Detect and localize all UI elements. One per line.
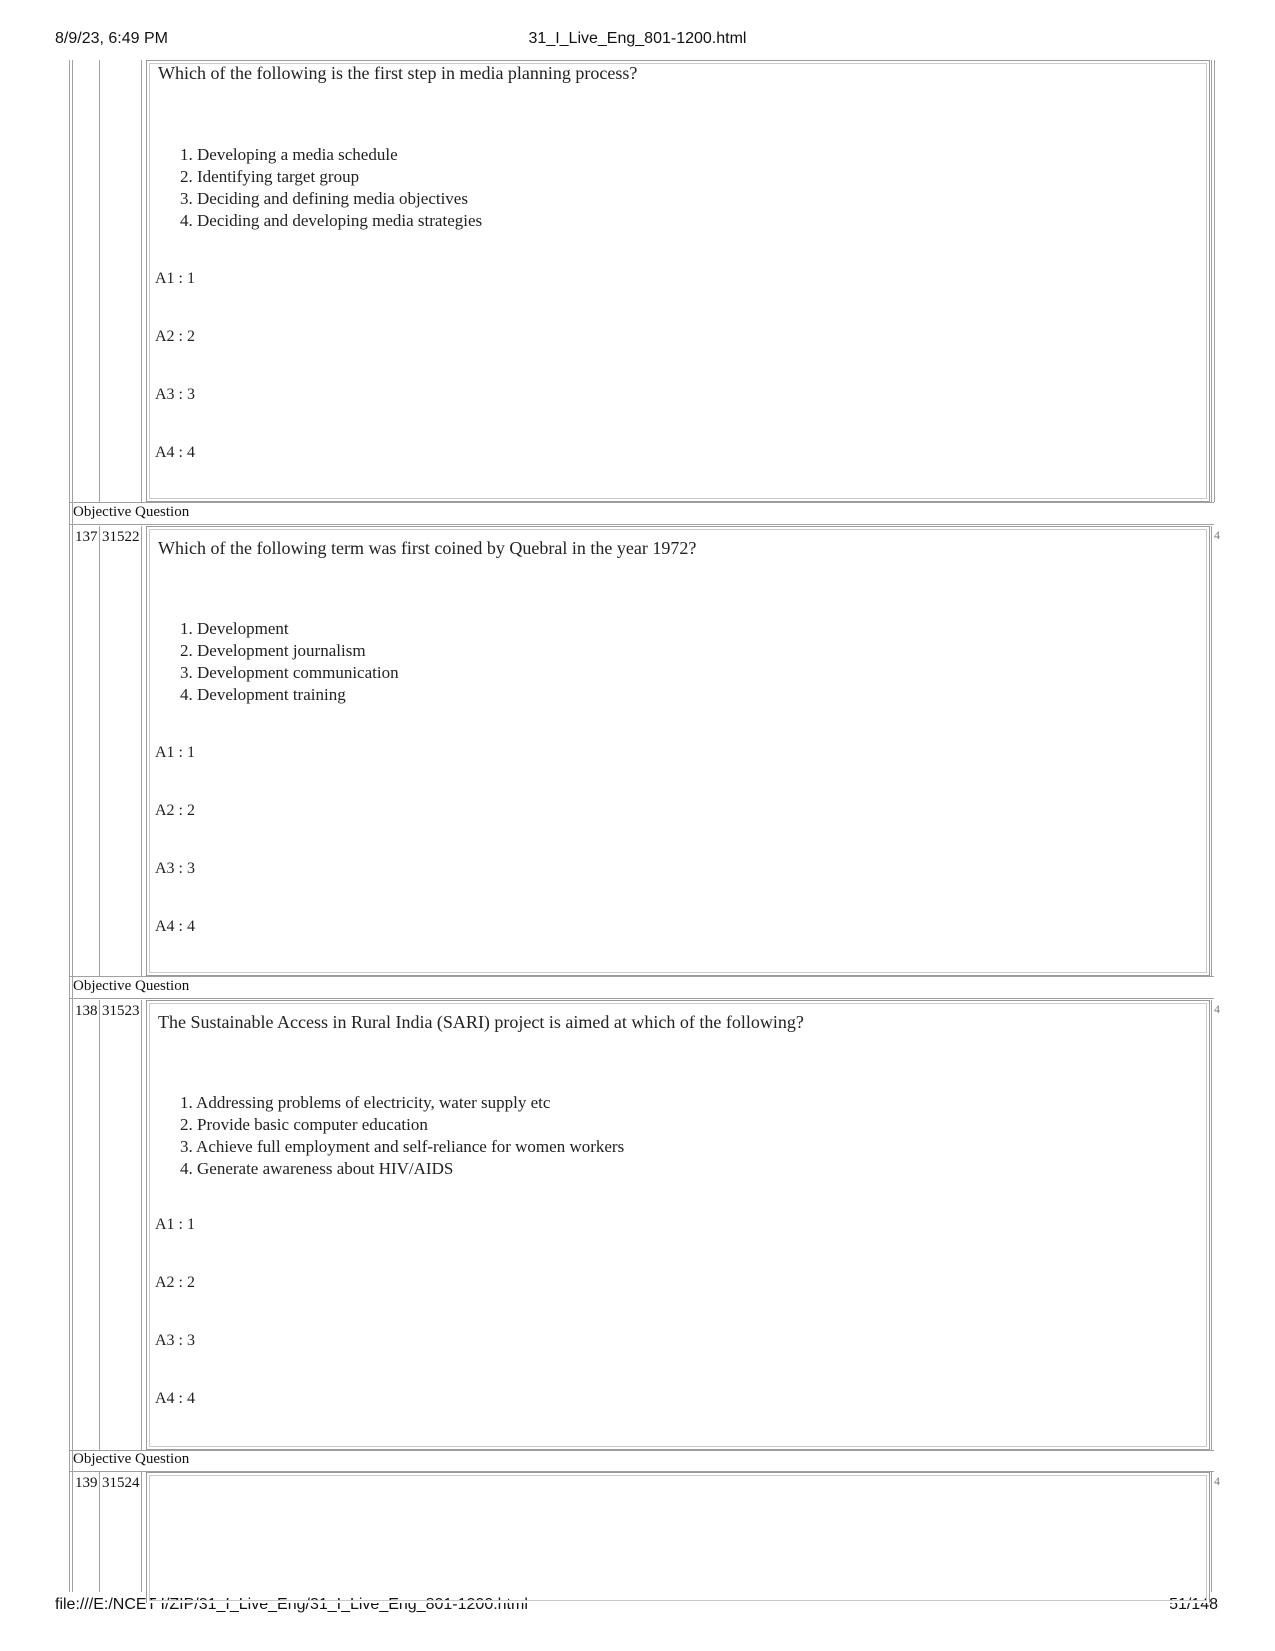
answer-4: A4 : 4 — [155, 1390, 195, 1407]
option-item: 1. Addressing problems of electricity, water supply etc — [180, 1093, 551, 1112]
question-frame — [146, 1472, 1210, 1603]
option-list — [180, 144, 482, 232]
answer-1: A1 : 1 — [155, 270, 195, 287]
column-marker: 4 — [1214, 1002, 1220, 1016]
option-list — [180, 1092, 624, 1180]
option-item: 4. Generate awareness about HIV/AIDS — [180, 1159, 454, 1178]
answer-4: A4 : 4 — [155, 444, 195, 461]
print-url: file:///E:/NCET I/ZIP/31_I_Live_Eng/31_I_Live_Eng_801-1200.html — [55, 1596, 528, 1613]
question-frame — [146, 60, 1210, 502]
answer-3: A3 : 3 — [155, 386, 195, 403]
question-text: Which of the following term was first coined by Quebral in the year 1972? — [158, 538, 697, 558]
question-id: 31523 — [102, 1003, 140, 1019]
answer-1: A1 : 1 — [155, 1216, 195, 1233]
option-item: 2. Development journalism — [180, 641, 366, 660]
option-item: 1. Developing a media schedule — [180, 145, 398, 164]
question-id: 31522 — [102, 529, 140, 545]
answer-3: A3 : 3 — [155, 1332, 195, 1349]
answer-3: A3 : 3 — [155, 860, 195, 877]
option-item: 3. Development communication — [180, 663, 399, 682]
option-item: 1. Development — [180, 619, 289, 638]
question-type-label: Objective Question — [73, 504, 190, 520]
column-marker: 4 — [1214, 528, 1220, 542]
serial-number: 138 — [75, 1003, 98, 1019]
option-item: 2. Provide basic computer education — [180, 1115, 428, 1134]
question-text: The Sustainable Access in Rural India (SARI) project is aimed at which of the following? — [158, 1012, 804, 1032]
page-number: 51/148 — [1169, 1596, 1218, 1613]
serial-number: 139 — [75, 1475, 98, 1491]
print-date: 8/9/23, 6:49 PM — [55, 30, 168, 47]
question-frame — [146, 1000, 1210, 1450]
question-id: 31524 — [102, 1475, 140, 1491]
question-type-label: Objective Question — [73, 978, 190, 994]
option-item: 3. Deciding and defining media objectives — [180, 189, 468, 208]
option-list — [180, 618, 399, 706]
column-marker: 4 — [1214, 1474, 1220, 1488]
print-title: 31_I_Live_Eng_801-1200.html — [528, 30, 747, 47]
question-type-label: Objective Question — [73, 1451, 190, 1467]
answer-1: A1 : 1 — [155, 744, 195, 761]
answer-2: A2 : 2 — [155, 328, 195, 345]
serial-number: 137 — [75, 529, 98, 545]
option-item: 4. Development training — [180, 685, 346, 704]
option-item: 4. Deciding and developing media strategies — [180, 211, 483, 230]
question-frame — [146, 526, 1210, 976]
option-item: 2. Identifying target group — [180, 167, 360, 186]
answer-2: A2 : 2 — [155, 802, 195, 819]
question-text: Which of the following is the first step in media planning process? — [158, 63, 638, 83]
option-item: 3. Achieve full employment and self-reliance for women workers — [180, 1137, 625, 1156]
answer-4: A4 : 4 — [155, 918, 195, 935]
answer-2: A2 : 2 — [155, 1274, 195, 1291]
